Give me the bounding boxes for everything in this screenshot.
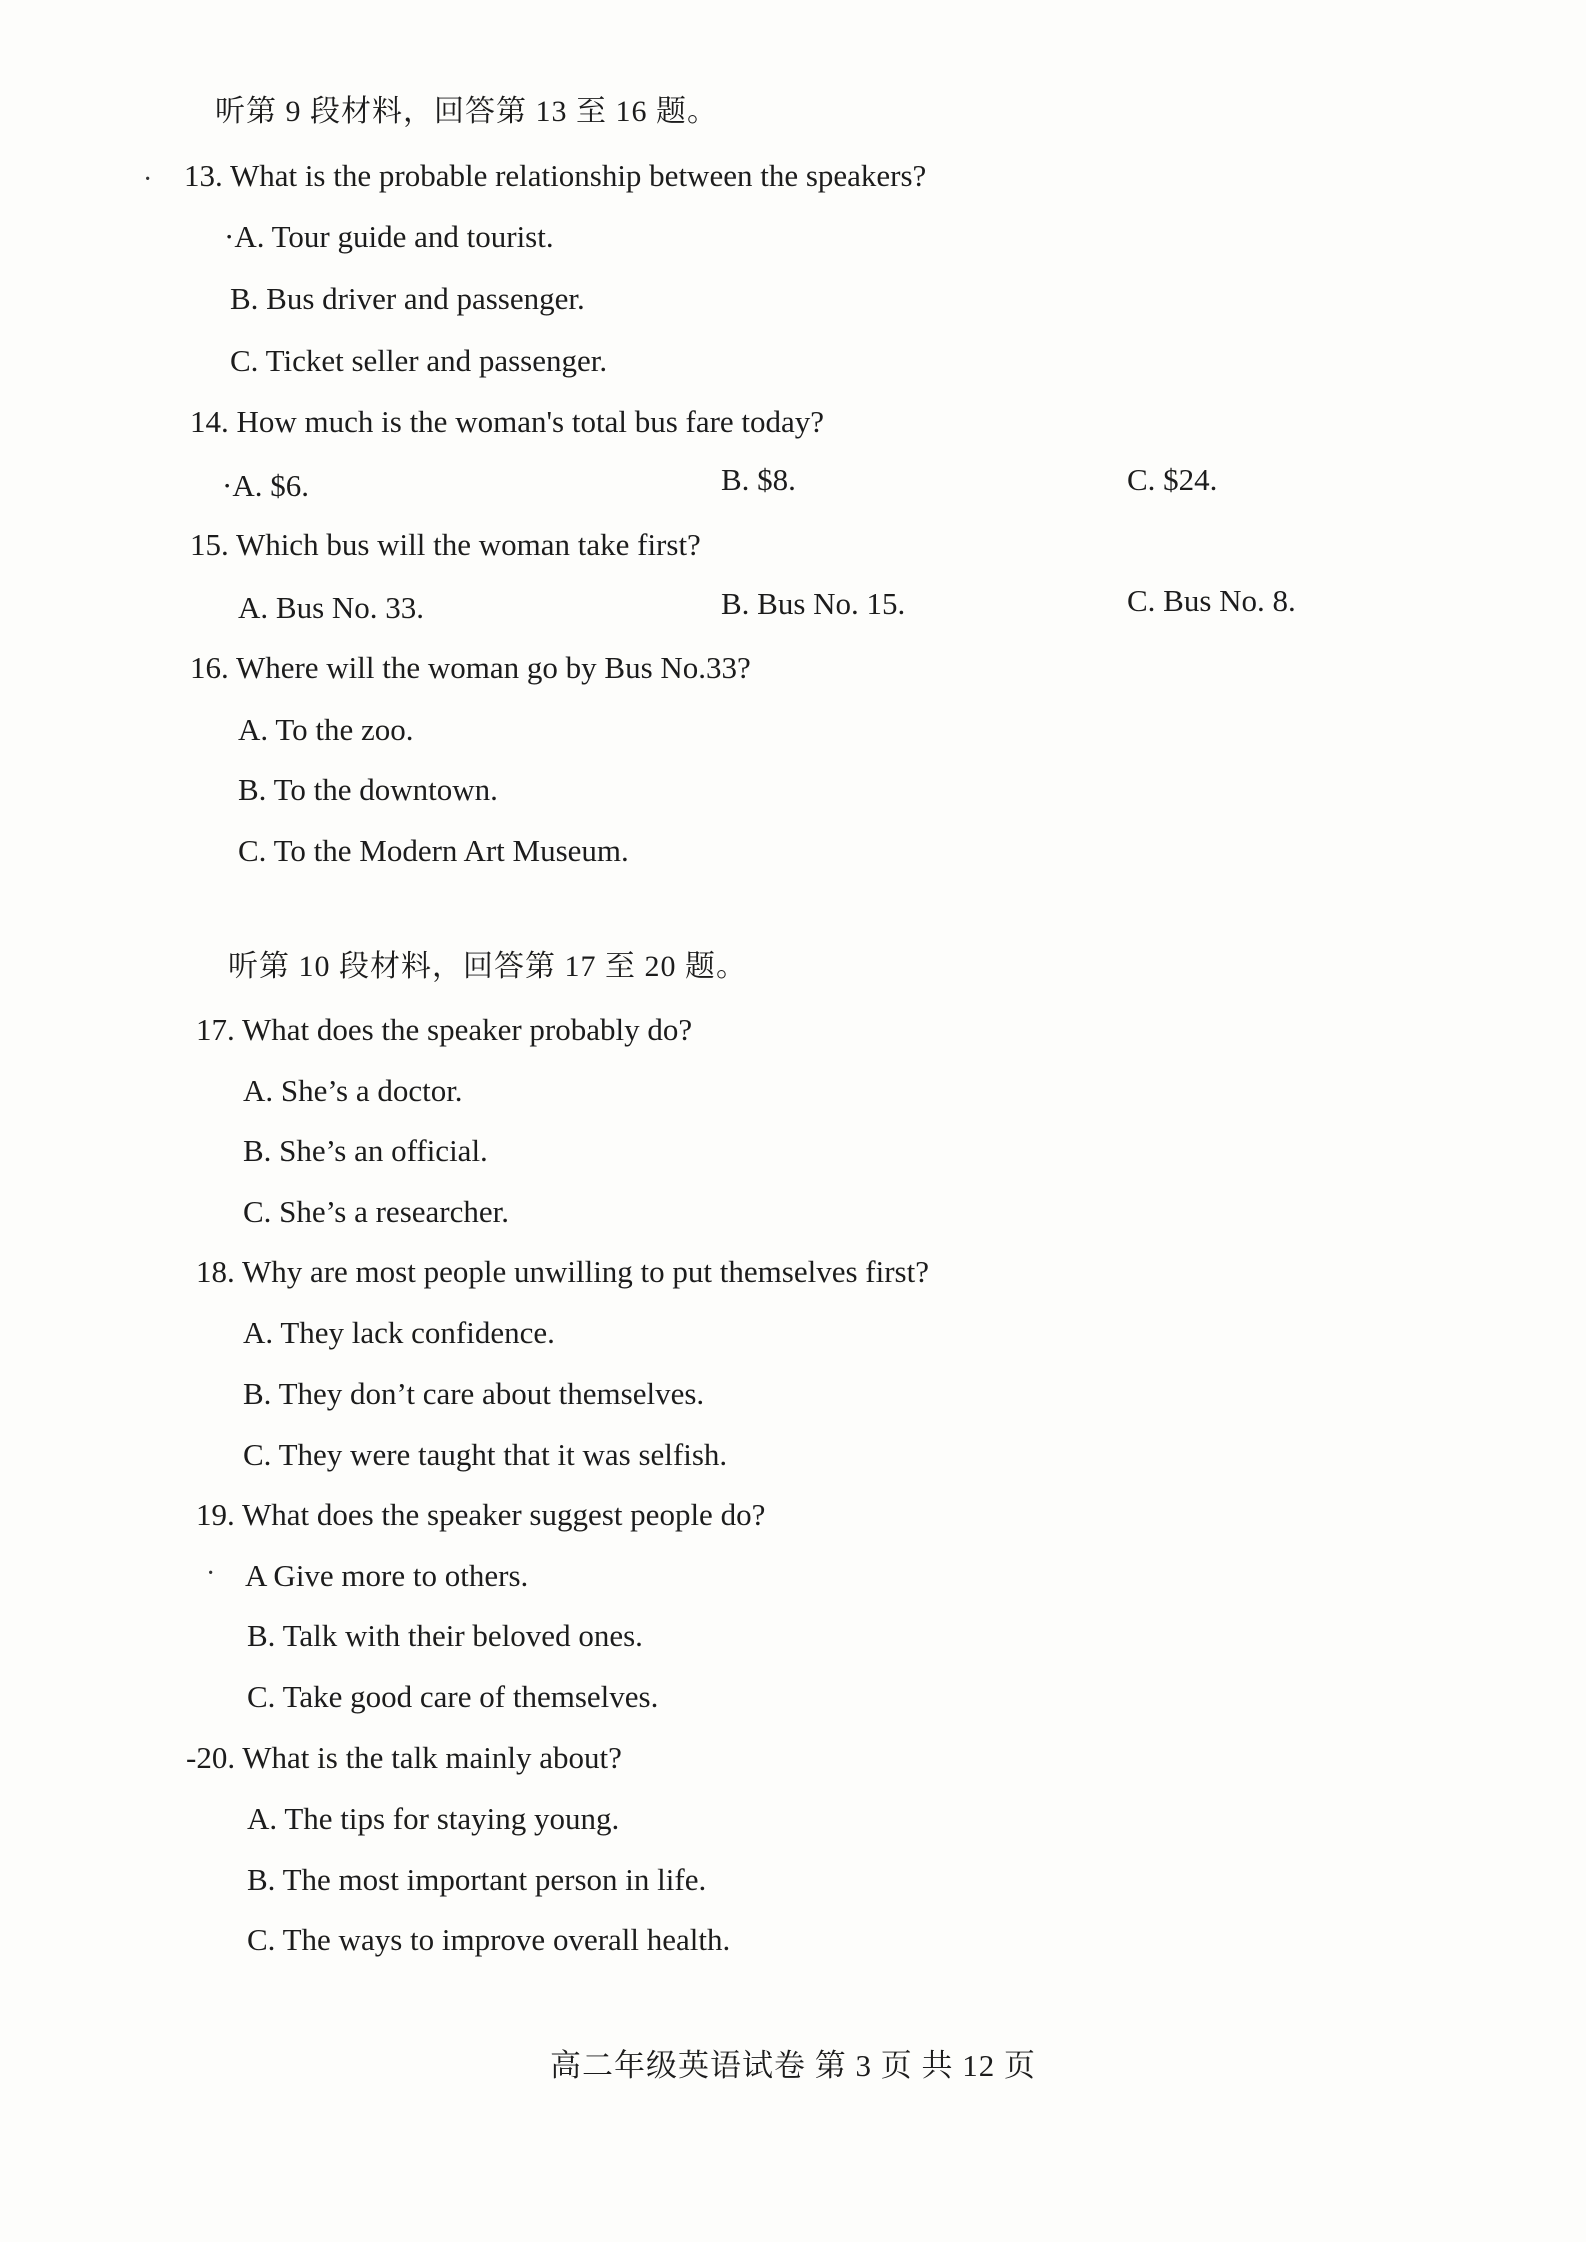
option-18-a: A. They lack confidence. [243,1315,555,1350]
option-16-c: C. To the Modern Art Museum. [238,833,629,868]
option-13-c: C. Ticket seller and passenger. [230,343,608,378]
option-20-b: B. The most important person in life. [247,1862,707,1897]
question-13: 13. What is the probable relationship between the speakers? [184,158,927,193]
option-20-c: C. The ways to improve overall health. [247,1922,731,1957]
question-14: 14. How much is the woman's total bus fare today? [190,404,825,439]
option-18-b: B. They don’t care about themselves. [243,1376,705,1411]
option-15-b: B. Bus No. 15. [721,586,906,621]
page-footer: 高二年级英语试卷 第 3 页 共 12 页 [550,2048,1036,2083]
section-heading-1: 听第 9 段材料，回答第 13 至 16 题。 [215,95,718,128]
option-15-c: C. Bus No. 8. [1127,583,1296,618]
option-14-a: ·A. $6. [222,468,309,503]
question-19: 19. What does the speaker suggest people do? [196,1497,766,1532]
option-19-a: A Give more to others. [245,1558,529,1593]
margin-mark: · [143,164,153,195]
option-17-c: C. She’s a researcher. [243,1194,509,1229]
option-19-b: B. Talk with their beloved ones. [247,1618,643,1653]
option-19-c: C. Take good care of themselves. [247,1679,659,1714]
option-13-b: B. Bus driver and passenger. [230,281,585,316]
option-14-c: C. $24. [1127,462,1218,497]
option-17-a: A. She’s a doctor. [243,1073,463,1108]
option-17-b: B. She’s an official. [243,1133,488,1168]
option-16-b: B. To the downtown. [238,772,498,807]
question-15: 15. Which bus will the woman take first? [190,527,701,562]
section-heading-2: 听第 10 段材料，回答第 17 至 20 题。 [228,950,747,983]
option-14-b: B. $8. [721,462,796,497]
option-15-a: A. Bus No. 33. [238,590,425,625]
question-20: -20. What is the talk mainly about? [186,1740,622,1775]
question-17: 17. What does the speaker probably do? [196,1012,693,1047]
option-16-a: A. To the zoo. [238,712,414,747]
option-13-a: ·A. Tour guide and tourist. [224,219,554,254]
question-18: 18. Why are most people unwilling to put themselves first? [196,1254,929,1289]
margin-mark: · [206,1558,216,1589]
option-18-c: C. They were taught that it was selfish. [243,1437,728,1472]
question-16: 16. Where will the woman go by Bus No.33? [190,650,751,685]
option-20-a: A. The tips for staying young. [247,1801,620,1836]
